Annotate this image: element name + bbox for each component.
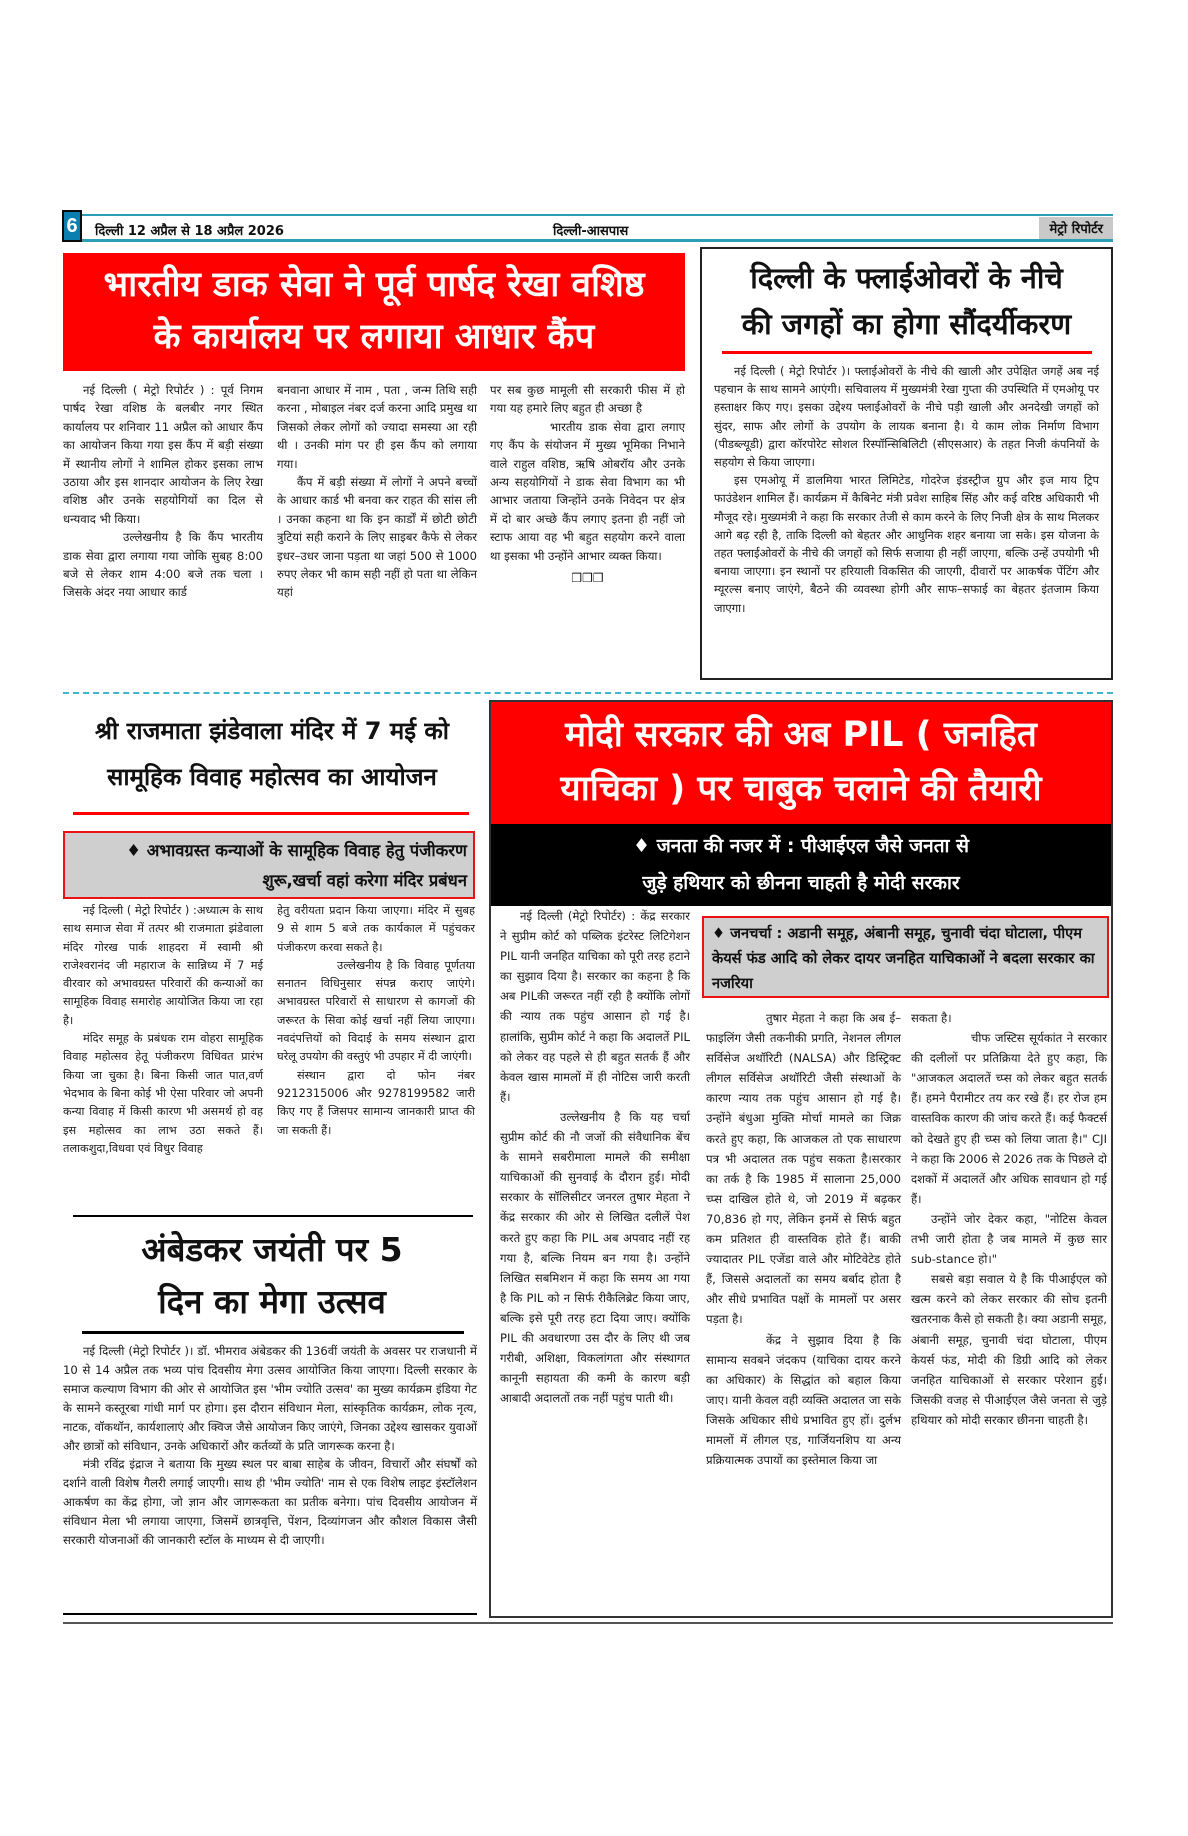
- flyover-headline-line2: की जगहों का होगा सौंदर्यीकरण: [741, 307, 1072, 341]
- ambedkar-headline: [63, 1224, 481, 1328]
- marriage-headline: [63, 708, 481, 800]
- pil-paragraph: सबसे बड़ा सवाल ये है कि पीआईएल को खत्म करने को लेकर सरकार की सोच इतनी खतरनाक कैसे हो सकती है। क्या अडानी समूह, अंबानी समूह, चुनावी चंदा घोटाला, पीएम केयर्स फंड, मोदी की डिग्री आदि को लेकर जनहित याचिकाओं से सरकार परेशान हुई। जिसकी वजह से पीआईएल जैसे जनता से जुड़े हथियार को मोदी सरकार छीनना चाहती है।: [911, 1272, 1107, 1427]
- marriage-paragraph: नई दिल्ली ( मेट्रो रिपोर्टर ) :अध्यात्म के साथ साथ समाज सेवा में तत्पर श्री राजमाता झंडेवाला मंदिर गोरख पार्क शाहदरा में स्वामी श्री राजेश्वरानंद जी महाराज के सान्निध्य में 7 मई वीरवार को अभावग्रस्त परिवारों की कन्याओं का सामूहिक विवाह समारोह आयोजित किया जा रहा है।: [63, 904, 263, 1027]
- aadhaar-paragraph: उल्लेखनीय है कि कैंप भारतीय डाक सेवा द्वारा लगाया गया जोकि सुबह 8:00 बजे से लेकर शाम 4:00 बजे तक चला । जिसके अंदर नया आधार कार्ड: [63, 530, 263, 600]
- aadhaar-paragraph: भारतीय डाक सेवा द्वारा लगाए गए कैंप के संयोजन में मुख्य भूमिका निभाने वाले राहुल वशिष्ठ, ऋषि ओबरॉय और उनके अन्य सहयोगियों ने डाक सेवा विभाग का भी आभार जताया जिन्होंने उनके निवेदन पर क्षेत्र में दो बार अच्छे कैंप लगाए इतना ही नहीं जो स्टाफ आया वह भी बहुत सहयोग करने वाला था इसका भी उन्होंने आभार व्यक्त किया।: [490, 419, 685, 563]
- aadhaar-paragraph: कैंप में बड़ी संख्या में लोगों ने अपने बच्चों के आधार कार्ड भी बनवा कर राहत की सांस ली । उनका कहना था कि इन कार्डों में छोटी छोटी त्रुटियां सही कराने के लिए साइबर कैफे से लेकर इधर–उधर जाना पड़ता था जहां 500 से 1000 रुपए लेकर भी काम सही नहीं हो पता था लेकिन यहां: [277, 475, 477, 600]
- pil-headline-banner: [491, 702, 1111, 824]
- pil-black-subhead-line2: जुड़े हथियार को छीनना चाहती है मोदी सरकार: [642, 872, 960, 894]
- aadhaar-headline-line2: के कार्यालय पर लगाया आधार कैंप: [153, 317, 595, 357]
- pil-paragraph: केंद्र ने सुझाव दिया है कि सामान्य सवबने जंदकप (याचिका दायर करने का अधिकार) के सिद्धांत को बहाल किया जाए। यानी केवल वही व्यक्ति अदालत जा सके जिसके अधिकार सीधे प्रभावित हुए हों। दुर्लभ मामलों में लीगल एड, गार्जियनशिप या अन्य प्रक्रियात्मक उपायों का इस्तेमाल किया जा: [706, 1332, 901, 1468]
- flyover-paragraph: इस एमओयू में डालमिया भारत लिमिटेड, गोदरेज इंडस्ट्रीज ग्रुप और इज माय ट्रिप फाउंडेशन शामिल हैं। कार्यक्रम में कैबिनेट मंत्री प्रवेश साहिब सिंह और कई वरिष्ठ अधिकारी भी मौजूद रहे। मुख्यमंत्री ने कहा कि सरकार तेजी से काम करने के लिए निजी क्षेत्र के साथ मिलकर आगे बढ़ रही है, ताकि दिल्ली को बेहतर और आधुनिक शहर बनाया जा सके। इस योजना के तहत फ्लाईओवरों के नीचे की जगहों को सिर्फ सजाया ही नहीं जाएगा, बल्कि उन्हें उपयोगी भी बनाया जाएगा। इन स्थानों पर हरियाली विकसित की जाएगी, दीवारों पर आकर्षक पेंटिंग और म्यूरल्स बनाए जाएंगे, बैठने की व्यवस्था होगी और साफ–सफाई का बेहतर इंतजाम किया जाएगा।: [714, 473, 1099, 615]
- ambedkar-headline-rule: [82, 1331, 464, 1334]
- marriage-subhead-box: [63, 831, 475, 899]
- aadhaar-headline-line1: भारतीय डाक सेवा ने पूर्व पार्षद रेखा वशिष्ठ: [103, 265, 645, 305]
- marriage-headline-line2: सामूहिक विवाह महोत्सव का आयोजन: [107, 763, 437, 791]
- flyover-paragraph: नई दिल्ली ( मेट्रो रिपोर्टर )। फ्लाईओवरों के नीचे की खाली और उपेक्षित जगहें अब नई पहचान के साथ सामने आएंगी। सचिवालय में मुख्यमंत्री रेखा गुप्ता की उपस्थिति में एमओयू पर हस्ताक्षर किए गए। इसका उद्देश्य फ्लाईओवरों के नीचे पड़ी खाली और अनदेखी जगहों को सुंदर, साफ और लोगों के उपयोग के लायक बनाना है। ये काम लोक निर्माण विभाग (पीडब्ल्यूडी) द्वारा कॉरपोरेट सोशल रिस्पॉन्सिबिलिटी (सीएसआर) के तहत निजी कंपनियों के सहयोग से किया जाएगा।: [714, 364, 1099, 470]
- page-number: 6: [62, 210, 82, 242]
- aadhaar-paragraph: पर सब कुछ मामूली सी सरकारी फीस में हो गया यह हमारे लिए बहुत ही अच्छा है: [490, 383, 685, 416]
- page-header: [63, 214, 1113, 242]
- pil-black-subhead-line1: ♦ जनता की नजर में : पीआईएल जैसे जनता से: [633, 835, 969, 857]
- aadhaar-headline-banner: [63, 253, 685, 371]
- marriage-paragraph: उल्लेखनीय है कि विवाह पूर्णतया सनातन विधिनुसार संपन्न कराए जाएंगे।अभावग्रस्त परिवारों से साधारण से कागजों की जरूरत के सिवा कोई खर्चा नहीं लिया जाएगा। नवदंपत्तियों को विदाई के समय संस्थान द्वारा घरेलू उपयोग की वस्तुएं भी उपहार में दी जाएंगी।: [277, 958, 475, 1064]
- pil-gray-subhead: ♦ जनचर्चा : अडानी समूह, अंबानी समूह, चुनावी चंदा घोटाला, पीएम केयर्स फंड आदि को लेकर दायर जनहित याचिकाओं ने बदला सरकार का नजरिया: [712, 925, 1095, 992]
- pil-headline-line1: मोदी सरकार की अब PIL ( जनहित: [565, 715, 1037, 755]
- pil-paragraph: चीफ जस्टिस सूर्यकांत ने सरकार की दलीलों पर प्रतिक्रिया देते हुए कहा, कि "आजकल अदालतें च्प्स को लेकर बहुत सतर्क हैं। हमने पैरामीटर तय कर रखे हैं। हर रोज हम वास्तविक कारण की जांच करते हैं। कई फैक्टर्स को देखते हुए ही च्प्स को लिया जाता है।" CJI ने कहा कि 2006 से 2026 तक के पिछले दो दशकों में अदालतें और अधिक सावधान हो गई हैं।: [911, 1031, 1107, 1206]
- section-title: दिल्ली-आसपास: [553, 224, 629, 239]
- pil-paragraph: तुषार मेहता ने कहा कि अब ई–फाइलिंग जैसी तकनीकी प्रगति, नेशनल लीगल सर्विसेज अथॉरिटी (NALSA) और डिस्ट्रिक्ट लीगल सर्विसेज अथॉरिटी जैसी संस्थाओं के कारण न्याय तक पहुंच आसान हो गई है। उन्होंने बंधुआ मुक्ति मोर्चा मामले का जिक्र करते हुए कहा, कि आजकल तो एक साधारण पत्र भी अदालत तक पहुंच सकता है।सरकार का तर्क है कि 1985 में सालाना 25,000 च्प्स दाखिल होते थे, जो 2019 में बढ़कर 70,836 हो गए, लेकिन इनमें से सिर्फ बहुत कम प्रतिशत ही वास्तविक होते हैं। बाकी ज्यादातर PIL एजेंडा वाले और मोटिवेटेड होते हैं, जिससे अदालतों का समय बर्बाद होता है और सीधे प्रभावित पक्षों के मामलों पर असर पड़ता है।: [706, 1011, 901, 1327]
- flyover-article-box: [700, 247, 1113, 680]
- ambedkar-headline-line2: दिन का मेगा उत्सव: [158, 1282, 386, 1321]
- marriage-paragraph: संस्थान द्वारा दो फोन नंबर 9212315006 और 9278199582 जारी किए गए हैं जिसपर सामान्य जानकारी प्राप्त की जा सकती हैं।: [277, 1068, 475, 1137]
- pil-gray-subhead-box: [702, 916, 1109, 998]
- pil-column-1: [500, 906, 690, 1408]
- marriage-headline-rule: [73, 812, 469, 815]
- marriage-headline-line1: श्री राजमाता झंडेवाला मंदिर में 7 मई को: [95, 717, 449, 745]
- pil-column-2: [706, 1008, 901, 1470]
- flyover-headline-line1: दिल्ली के फ्लाईओवरों के नीचे: [750, 261, 1063, 295]
- ambedkar-paragraph: नई दिल्ली (मेट्रो रिपोर्टर )। डॉ. भीमराव अंबेडकर की 136वीं जयंती के अवसर पर राजधानी में 10 से 14 अप्रैल तक भव्य पांच दिवसीय मेगा उत्सव आयोजित किया जाएगा। दिल्ली सरकार के समाज कल्याण विभाग की ओर से आयोजित इस 'भीम ज्योति उत्सव' का मुख्य कार्यक्रम इंडिया गेट के सामने कस्तूरबा गांधी मार्ग पर होगा। इस दौरान संविधान मेला, सांस्कृतिक कार्यक्रम, लोक नृत्य, नाटक, वॉकथॉन, कार्यशालाएं और क्विज जैसे आयोजन किए जाएंगे, जिनका उद्देश्य खासकर युवाओं और छात्रों को संविधान, उनके अधिकारों और कर्तव्यों के प्रति जागरूक करना है।: [63, 1344, 477, 1453]
- publication-brand: मेट्रो रिपोर्टर: [1039, 217, 1113, 239]
- marriage-paragraph: मंदिर समूह के प्रबंधक राम वोहरा सामूहिक विवाह महोत्सव हेतू पंजीकरण विधिवत प्रारंभ किया जा चुका है। बिना किसी जात पात,वर्ण भेदभाव के बिना कोई भी ऐसा परिवार जो अपनी कन्या विवाह में किसी कारण भी असमर्थ हो वह इस महोत्सव का लाभ उठा सकते हैं।तलाकशुदा,विधवा एवं विधुर विवाह: [63, 1032, 263, 1155]
- aadhaar-column-1: [63, 381, 263, 602]
- issue-date: दिल्ली 12 अप्रैल से 18 अप्रैल 2026: [95, 224, 284, 239]
- pil-headline-line2: याचिका ) पर चाबुक चलाने की तैयारी: [560, 769, 1042, 809]
- ambedkar-end-rule: [63, 1613, 477, 1615]
- article-end-mark: ❒❒❒: [571, 571, 604, 586]
- ambedkar-paragraph: मंत्री रविंद्र इंद्राज ने बताया कि मुख्य स्थल पर बाबा साहेब के जीवन, विचारों और संघर्षों को दर्शाने वाली विशेष गैलरी लगाई जाएगी। साथ ही 'भीम ज्योति' नाम से एक विशेष लाइट इंस्टॉलेशन आकर्षण का केंद्र होगा, जो ज्ञान और जागरूकता का प्रतीक बनेगा। पांच दिवसीय आयोजन में संविधान मेला भी लगाया जाएगा, जिसमें छात्रवृत्ति, पेंशन, दिव्यांगजन और कौशल विकास जैसी सरकारी योजनाओं की जानकारी स्टॉल के माध्यम से दी जाएगी।: [63, 1457, 477, 1548]
- ambedkar-body: [63, 1342, 477, 1550]
- ambedkar-headline-line1: अंबेडकर जयंती पर 5: [141, 1230, 403, 1269]
- pil-column-3: [911, 1008, 1107, 1430]
- aadhaar-paragraph: बनवाना आधार में नाम , पता , जन्म तिथि सही करना , मोबाइल नंबर दर्ज करना आदि प्रमुख था जिसको लेकर लोगों को ज्यादा समस्या आ रही थी । उनकी मांग पर ही इस कैंप को लगाया गया।: [277, 383, 477, 471]
- pil-paragraph: उल्लेखनीय है कि यह चर्चा सुप्रीम कोर्ट की नौ जजों की संवैधानिक बेंच के सामने सबरीमाला मामले की समीक्षा याचिकाओं की सुनवाई के दौरान हुई। मोदी सरकार के सॉलिसीटर जनरल तुषार मेहता ने केंद्र सरकार की ओर से लिखित दलीलें पेश करते हुए कहा कि PIL अब अपवाद नहीं रह गया है, बल्कि नियम बन गया है। उन्होंने लिखित सबमिशन में कहा कि समय आ गया है कि PIL को न सिर्फ रीकैलिब्रेट किया जाए, बल्कि इसे पूरी तरह हटा दिया जाए। क्योंकि PIL की अवधारणा उस दौर के लिए थी जब गरीबी, अशिक्षा, विकलांगता और संस्थागत कानूनी सहायता की कमी के कारण बड़ी आबादी अदालतों तक नहीं पहुंच पाती थी।: [500, 1109, 690, 1406]
- section-divider-dashed: [63, 692, 1113, 694]
- pil-paragraph: नई दिल्ली (मेट्रो रिपोर्टर) : केंद्र सरकार ने सुप्रीम कोर्ट को पब्लिक इंटरेस्ट लिटिगेशन PIL यानी जनहित याचिका को पूरी तरह हटाने का सुझाव दिया है। सरकार का कहना है कि अब PILकी जरूरत नहीं रही है क्योंकि लोगों की न्याय तक पहुंच आसान हो गई है। हालांकि, सुप्रीम कोर्ट ने कहा कि अदालतें PIL को लेकर वह पहले से ही बहुत सतर्क हैं और केवल खास मामलों में ही नोटिस जारी करती हैं।: [500, 909, 690, 1104]
- aadhaar-column-2: [277, 381, 477, 602]
- marriage-end-rule: [73, 1215, 473, 1217]
- pil-paragraph: उन्होंने जोर देकर कहा, "नोटिस केवल तभी जारी होता है जब मामले में कुछ सार sub-stance हो।": [911, 1211, 1107, 1267]
- marriage-paragraph: हेतु वरीयता प्रदान किया जाएगा। मंदिर में सुबह 9 से शाम 5 बजे तक कार्यकाल में पहुंचकर पंजीकरण करवा सकते है।: [277, 904, 475, 954]
- marriage-column-2: [277, 902, 475, 1140]
- flyover-body: [702, 354, 1111, 617]
- aadhaar-paragraph: नई दिल्ली ( मेट्रो रिपोर्टर ) : पूर्व निगम पार्षद रेखा वशिष्ठ के बलबीर नगर स्थित कार्यालय पर शनिवार 11 अप्रैल को आधार कैंप का आयोजन किया गया इस कैंप में बड़ी संख्या में स्थानीय लोगों ने शामिल होकर इसका लाभ उठाया और इस शानदार आयोजन के लिए रेखा वशिष्ठ और उनके सहयोगियों का दिल से धन्यवाद भी किया।: [63, 383, 263, 526]
- flyover-headline: [702, 249, 1111, 347]
- aadhaar-column-3: [490, 381, 685, 587]
- pil-paragraph: सकता है।: [911, 1011, 952, 1025]
- marriage-subhead: ♦ अभावग्रस्त कन्याओं के सामूहिक विवाह हेतु पंजीकरण शुरू,खर्चा वहां करेगा मंदिर प्रबंधन: [126, 841, 467, 890]
- page-bottom-rule: [63, 1622, 1113, 1624]
- pil-black-subhead: [491, 824, 1111, 906]
- marriage-column-1: [63, 902, 263, 1158]
